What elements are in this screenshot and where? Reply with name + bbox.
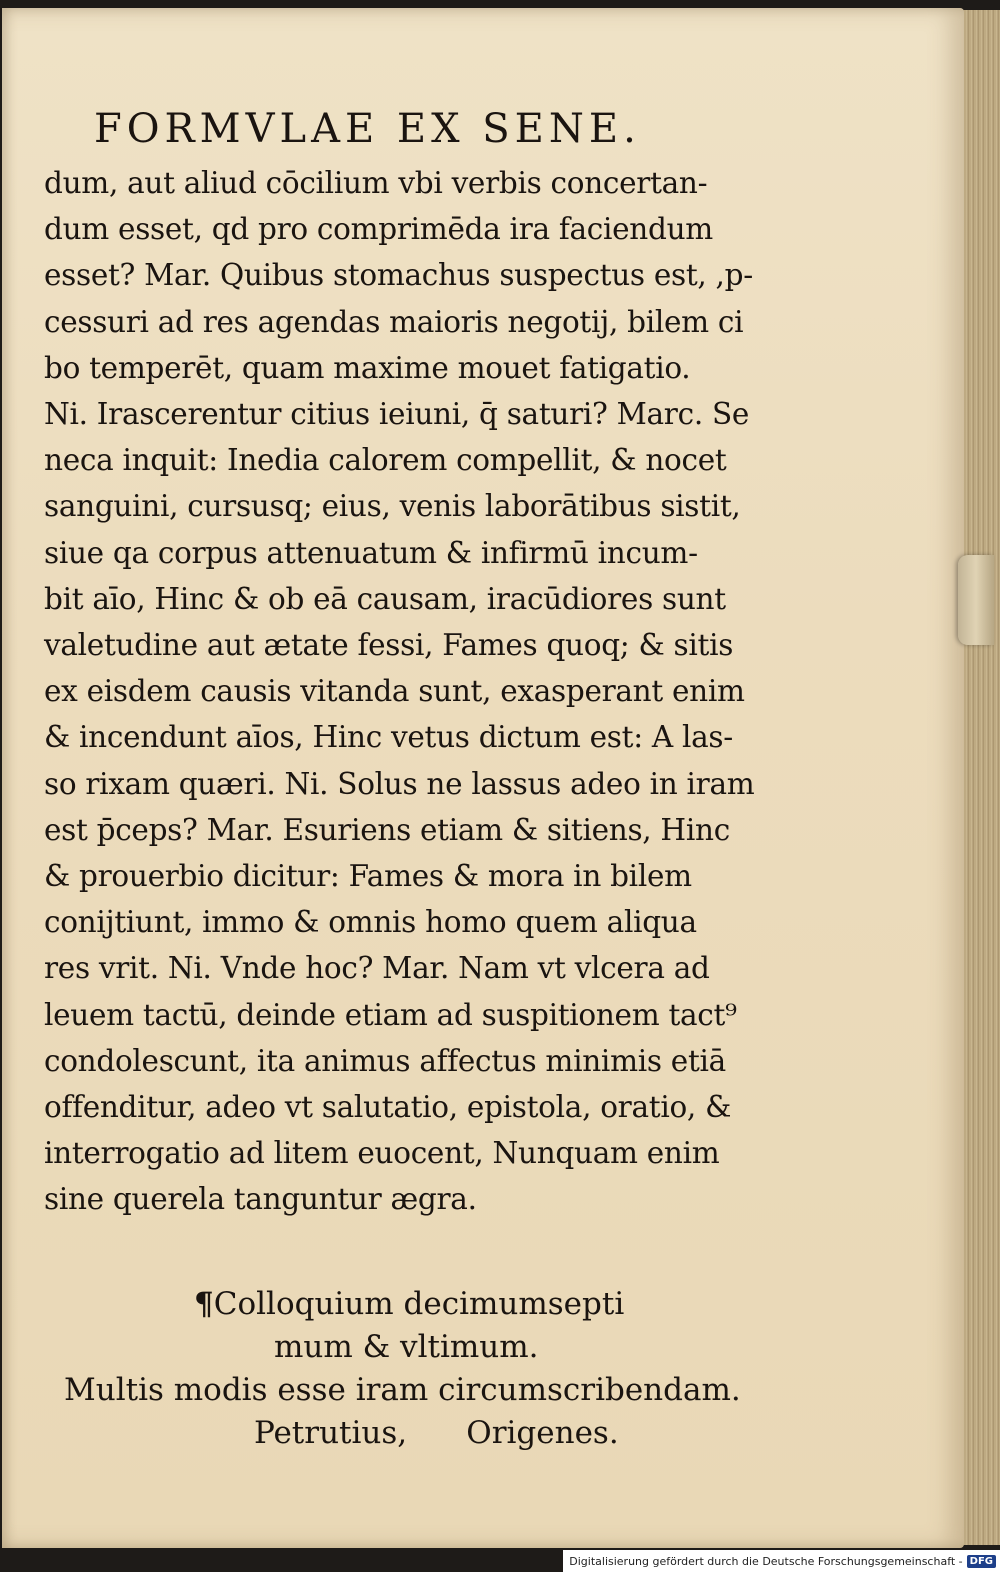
body-line: offenditur, adeo vt salutatio, epistola, oratio, & [44,1090,732,1125]
body-line: dum, aut aliud cōcilium vbi verbis concertan- [44,166,708,200]
body-line: & incendunt aīos, Hinc vetus dictum est: A las- [44,720,733,755]
book-page [2,8,964,1548]
book-page-edges [960,10,1000,1545]
body-line: leuem tactū, deinde etiam ad suspitionem tact⁹ [44,997,737,1032]
body-line: bo temperēt, quam maxime mouet fatigatio. [44,350,691,385]
body-line: cessuri ad res agendas maioris negotij, bilem ci [44,304,744,339]
section-heading-line [44,1283,834,1326]
speaker-names: Petrutius, Origenes. [254,1414,619,1451]
body-line: condolescunt, ita animus affectus minimis etiā [44,1043,726,1078]
section-heading-text: Colloquium decimumsepti [213,1285,625,1322]
body-line: ex eisdem causis vitanda sunt, exasperant enim [44,674,745,709]
body-line: valetudine aut ætate fessi, Fames quoq; & sitis [44,628,734,663]
body-line: est p̄ceps? Mar. Esuriens etiam & sitiens, Hinc [44,812,730,847]
dfg-logo: DFG [967,1555,996,1568]
running-header: FORMVLAE EX SENE. [94,106,641,152]
body-line: so rixam quæri. Ni. Solus ne lassus adeo in iram [44,766,755,801]
body-line: res vrit. Ni. Vnde hoc? Mar. Nam vt vlcera ad [44,951,710,986]
body-line: dum esset, qd pro comprimēda ira faciendum [44,212,713,247]
body-line: esset? Mar. Quibus stomachus suspectus est, ,p- [44,258,753,293]
body-line: neca inquit: Inedia calorem compellit, & nocet [44,443,727,478]
section-heading [44,1283,834,1455]
pilcrow-mark: ¶ [194,1285,214,1322]
body-line: & prouerbio dicitur: Fames & mora in bilem [44,859,692,894]
body-line: interrogatio ad litem euocent, Nunquam enim [44,1136,720,1171]
funding-footer [563,1550,1000,1572]
page-text-block [44,102,834,1455]
section-heading-line: mum & vltimum. [274,1328,539,1365]
body-line: bit aīo, Hinc & ob eā causam, iracūdiores sunt [44,581,726,616]
body-line: siue qa corpus attenuatum & infirmū incum- [44,535,698,570]
body-line: Ni. Irascerentur citius ieiuni, q̄ saturi? Marc. Se [44,397,750,432]
body-line: sine querela tanguntur ægra. [44,1182,477,1217]
section-subtitle: Multis modis esse iram circumscribendam. [64,1371,741,1408]
body-line: conijtiunt, immo & omnis homo quem aliqua [44,905,697,940]
page-clip [958,555,994,645]
body-line: sanguini, cursusq; eius, venis laborātibus sistit, [44,489,741,524]
funding-text: Digitalisierung gefördert durch die Deutsche Forschungsgemeinschaft - [569,1554,963,1568]
